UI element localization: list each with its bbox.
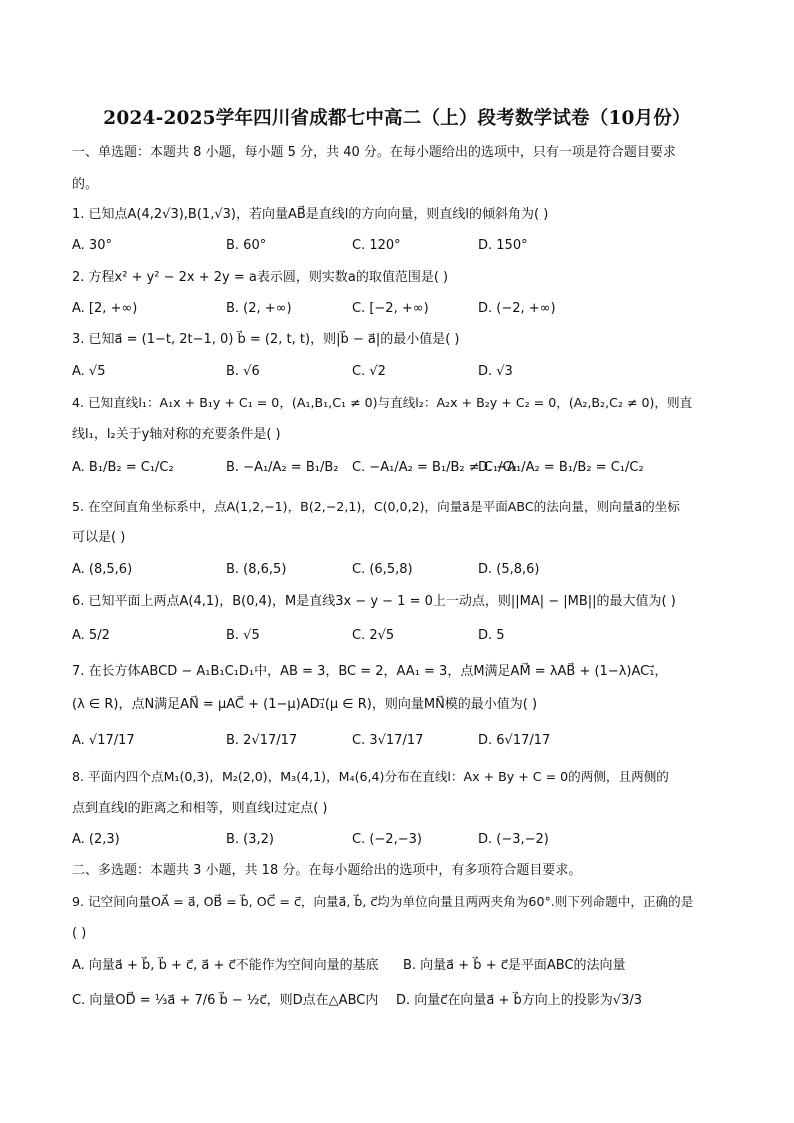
question-9-option-c: C. 向量OD⃗ = ⅓a⃗ + 7/6 b⃗ − ½c⃗，则D点在△ABC内	[72, 993, 379, 1008]
section2-header: 二、多选题：本题共 3 小题，共 18 分。在每小题给出的选项中，有多项符合题目要求。	[72, 863, 582, 878]
question-2-option-c: C. [−2, +∞)	[352, 301, 429, 316]
question-6-option-d: D. 5	[478, 628, 505, 643]
question-3-option-c: C. √2	[352, 364, 386, 379]
question-5-stem: 5. 在空间直角坐标系中，点A(1,2,−1)，B(2,−2,1)，C(0,0,2)，向量a⃗是平面ABC的法向量，则向量a⃗的坐标	[72, 499, 680, 514]
question-4-option-a: A. B₁/B₂ = C₁/C₂	[72, 460, 174, 475]
question-1-option-d: D. 150°	[478, 238, 528, 253]
question-8-option-c: C. (−2,−3)	[352, 832, 422, 847]
question-5-option-c: C. (6,5,8)	[352, 562, 413, 577]
question-2-option-b: B. (2, +∞)	[226, 301, 292, 316]
question-6-stem: 6. 已知平面上两点A(4,1)，B(0,4)，M是直线3x − y − 1 = 0上一动点，则||MA| − |MB||的最大值为( )	[72, 594, 676, 609]
question-7-option-a: A. √17/17	[72, 733, 135, 748]
question-1-option-c: C. 120°	[352, 238, 401, 253]
question-3-stem: 3. 已知a⃗ = (1−t, 2t−1, 0) b⃗ = (2, t, t)，则|b⃗ − a⃗|的最小值是( )	[72, 332, 460, 347]
question-9-option-a: A. 向量a⃗ + b⃗, b⃗ + c⃗, a⃗ + c⃗不能作为空间向量的基底	[72, 958, 379, 973]
question-4-option-b: B. −A₁/A₂ = B₁/B₂	[226, 460, 339, 475]
question-5-option-b: B. (8,6,5)	[226, 562, 287, 577]
question-7-option-c: C. 3√17/17	[352, 733, 424, 748]
question-6-option-b: B. √5	[226, 628, 260, 643]
question-1-stem: 1. 已知点A(4,2√3),B(1,√3)，若向量AB⃗是直线l的方向向量，则直线l的倾斜角为( )	[72, 207, 549, 222]
section1-header: 一、单选题：本题共 8 小题，每小题 5 分，共 40 分。在每小题给出的选项中，只有一项是符合题目要求	[72, 145, 676, 160]
question-2-stem: 2. 方程x² + y² − 2x + 2y = a表示圆，则实数a的取值范围是( )	[72, 270, 449, 285]
question-7-option-d: D. 6√17/17	[478, 733, 551, 748]
question-4-option-d: D. −A₁/A₂ = B₁/B₂ = C₁/C₂	[478, 460, 644, 475]
question-7-option-b: B. 2√17/17	[226, 733, 298, 748]
question-9-option-d: D. 向量c⃗在向量a⃗ + b⃗方向上的投影为√3/3	[396, 993, 643, 1008]
question-9-stem: 9. 记空间向量OA⃗ = a⃗, OB⃗ = b⃗, OC⃗ = c⃗，向量a⃗, b⃗, c⃗均为单位向量且两两夹角为60°.则下列命题中，正确的是	[72, 894, 694, 909]
question-8-stem: 8. 平面内四个点M₁(0,3)，M₂(2,0)，M₃(4,1)，M₄(6,4)分布在直线l：Ax + By + C = 0的两侧，且两侧的	[72, 769, 669, 784]
question-4-stem: 4. 已知直线l₁：A₁x + B₁y + C₁ = 0，(A₁,B₁,C₁ ≠ 0)与直线l₂：A₂x + B₂y + C₂ = 0，(A₂,B₂,C₂ ≠ 0)，则直	[72, 395, 693, 410]
question-8-option-a: A. (2,3)	[72, 832, 120, 847]
question-7-stem-cont: (λ ∈ R)，点N满足AN⃗ = μAC⃗ + (1−μ)AD₁⃗(μ ∈ R)，则向量MN⃗模的最小值为( )	[72, 697, 538, 712]
question-1-option-a: A. 30°	[72, 238, 112, 253]
question-4-option-c: C. −A₁/A₂ = B₁/B₂ ≠ C₁/C₂	[352, 460, 517, 475]
question-1-option-b: B. 60°	[226, 238, 267, 253]
question-9-stem-cont: ( )	[72, 926, 87, 941]
question-5-stem-cont: 可以是( )	[72, 530, 126, 545]
question-5-option-d: D. (5,8,6)	[478, 562, 540, 577]
question-4-stem-cont: 线l₁，l₂关于y轴对称的充要条件是( )	[72, 427, 281, 442]
question-2-option-d: D. (−2, +∞)	[478, 301, 556, 316]
question-6-option-a: A. 5/2	[72, 628, 110, 643]
question-3-option-a: A. √5	[72, 364, 106, 379]
question-8-option-d: D. (−3,−2)	[478, 832, 549, 847]
question-3-option-b: B. √6	[226, 364, 260, 379]
question-7-stem: 7. 在长方体ABCD − A₁B₁C₁D₁中，AB = 3，BC = 2，AA₁ = 3，点M满足AM⃗ = λAB⃗ + (1−λ)AC₁⃗，	[72, 664, 668, 679]
question-8-option-b: B. (3,2)	[226, 832, 275, 847]
question-3-option-d: D. √3	[478, 364, 513, 379]
question-5-option-a: A. (8,5,6)	[72, 562, 133, 577]
exam-title: 2024-2025学年四川省成都七中高二（上）段考数学试卷（10月份）	[103, 108, 691, 129]
question-8-stem-cont: 点到直线l的距离之和相等，则直线l过定点( )	[72, 801, 328, 816]
question-2-option-a: A. [2, +∞)	[72, 301, 138, 316]
section1-header-cont: 的。	[72, 177, 99, 192]
question-6-option-c: C. 2√5	[352, 628, 395, 643]
question-9-option-b: B. 向量a⃗ + b⃗ + c⃗是平面ABC的法向量	[403, 958, 626, 973]
